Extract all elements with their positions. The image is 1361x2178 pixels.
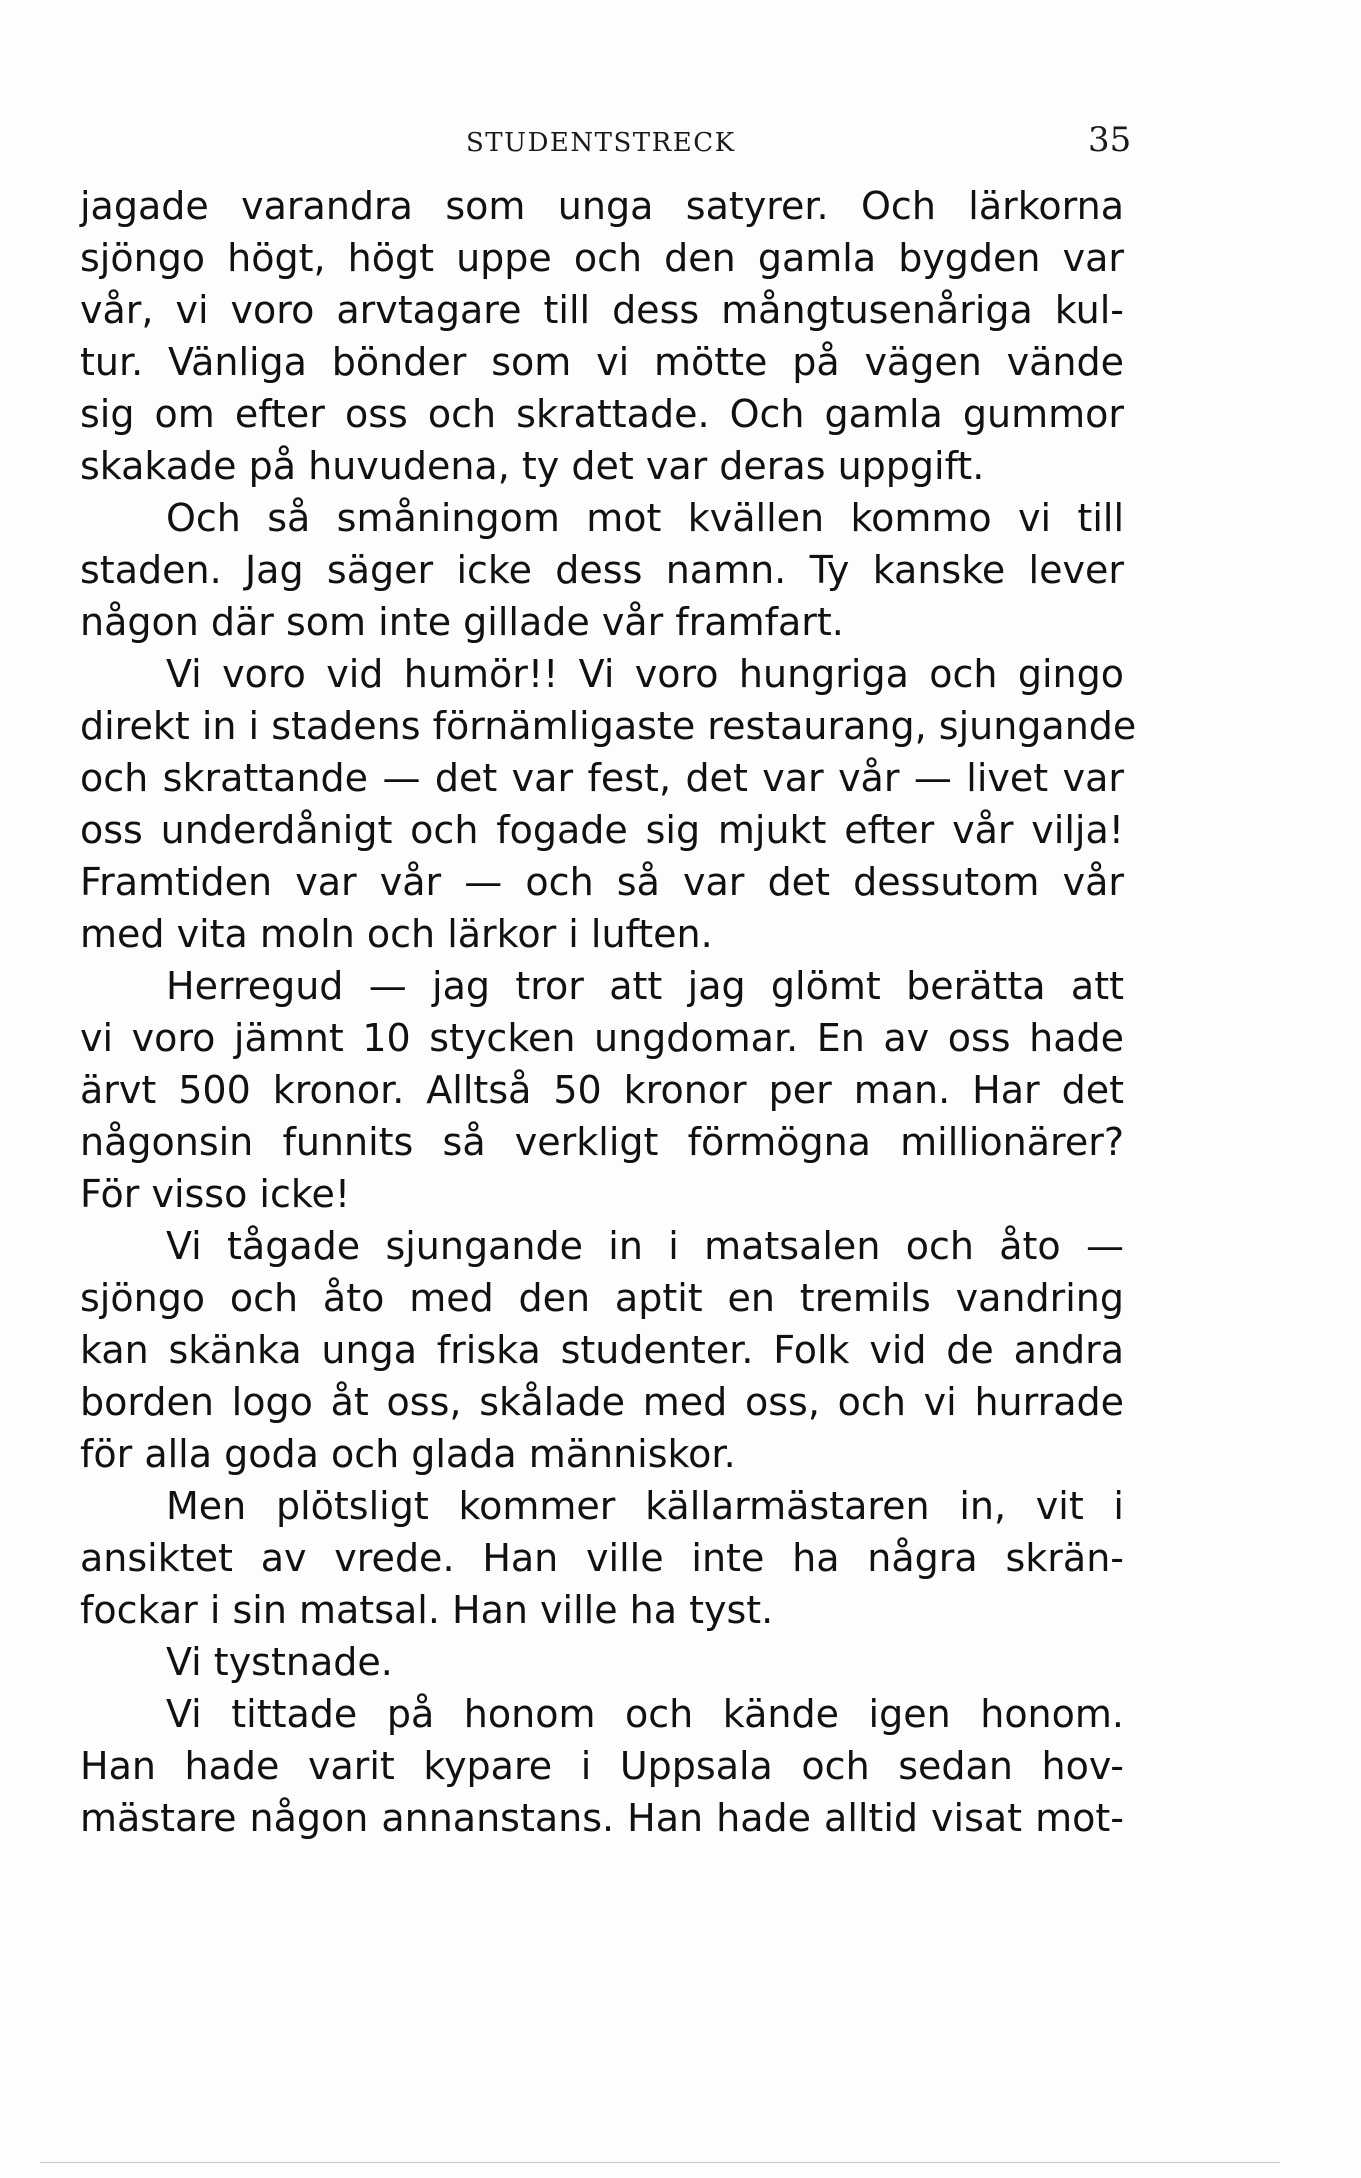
- text-line: fockar i sin matsal. Han ville ha tyst.: [80, 1588, 774, 1632]
- text-line: sjöngo högt, högt uppe och den gamla bygden var: [80, 236, 1124, 280]
- page-number: 35: [1088, 120, 1132, 160]
- text-line: med vita moln och lärkor i luften.: [80, 912, 713, 956]
- text-line: sjöngo och åto med den aptit en tremils vandring: [80, 1276, 1124, 1320]
- text-line: borden logo åt oss, skålade med oss, och vi hurrade: [80, 1380, 1124, 1424]
- body-text: [80, 180, 1137, 1844]
- text-line: direkt in i stadens förnämligaste restaurang, sjungande: [80, 704, 1137, 748]
- running-head: [0, 118, 1361, 168]
- text-line: mästare någon annanstans. Han hade alltid visat mot-: [80, 1796, 1124, 1840]
- text-line: någon där som inte gillade vår framfart.: [80, 600, 844, 644]
- text-line: och skrattande — det var fest, det var vår — livet var: [80, 756, 1124, 800]
- text-line: kan skänka unga friska studenter. Folk vid de andra: [80, 1328, 1124, 1372]
- text-line: ansiktet av vrede. Han ville inte ha några skrän-: [80, 1536, 1124, 1580]
- text-line: ärvt 500 kronor. Alltså 50 kronor per man. Har det: [80, 1068, 1124, 1112]
- text-line: För visso icke!: [80, 1172, 351, 1216]
- page-edge-line: [40, 2162, 1280, 2163]
- text-line: oss underdånigt och fogade sig mjukt efter vår vilja!: [80, 808, 1124, 852]
- text-line: för alla goda och glada människor.: [80, 1432, 736, 1476]
- text-line: vår, vi voro arvtagare till dess mångtusenåriga kul-: [80, 288, 1124, 332]
- text-line: Men plötsligt kommer källarmästaren in, vit i: [166, 1484, 1124, 1528]
- text-line: Vi tystnade.: [166, 1640, 393, 1684]
- text-line: vi voro jämnt 10 stycken ungdomar. En av oss hade: [80, 1016, 1124, 1060]
- text-line: sig om efter oss och skrattade. Och gamla gummor: [80, 392, 1124, 436]
- text-line: Vi tittade på honom och kände igen honom.: [166, 1692, 1124, 1736]
- text-line: Vi voro vid humör!! Vi voro hungriga och gingo: [166, 652, 1124, 696]
- text-line: Herregud — jag tror att jag glömt berätta att: [166, 964, 1124, 1008]
- text-line: Han hade varit kypare i Uppsala och sedan hov-: [80, 1744, 1124, 1788]
- text-line: Och så småningom mot kvällen kommo vi till: [166, 496, 1124, 540]
- text-line: Vi tågade sjungande in i matsalen och åto —: [166, 1224, 1124, 1268]
- text-line: Framtiden var vår — och så var det dessutom vår: [80, 860, 1124, 904]
- running-title: STUDENTSTRECK: [466, 128, 736, 158]
- text-line: jagade varandra som unga satyrer. Och lärkorna: [80, 184, 1124, 228]
- text-line: tur. Vänliga bönder som vi mötte på vägen vände: [80, 340, 1124, 384]
- text-line: någonsin funnits så verkligt förmögna millionärer?: [80, 1120, 1124, 1164]
- text-line: skakade på huvudena, ty det var deras uppgift.: [80, 444, 985, 488]
- text-line: staden. Jag säger icke dess namn. Ty kanske lever: [80, 548, 1124, 592]
